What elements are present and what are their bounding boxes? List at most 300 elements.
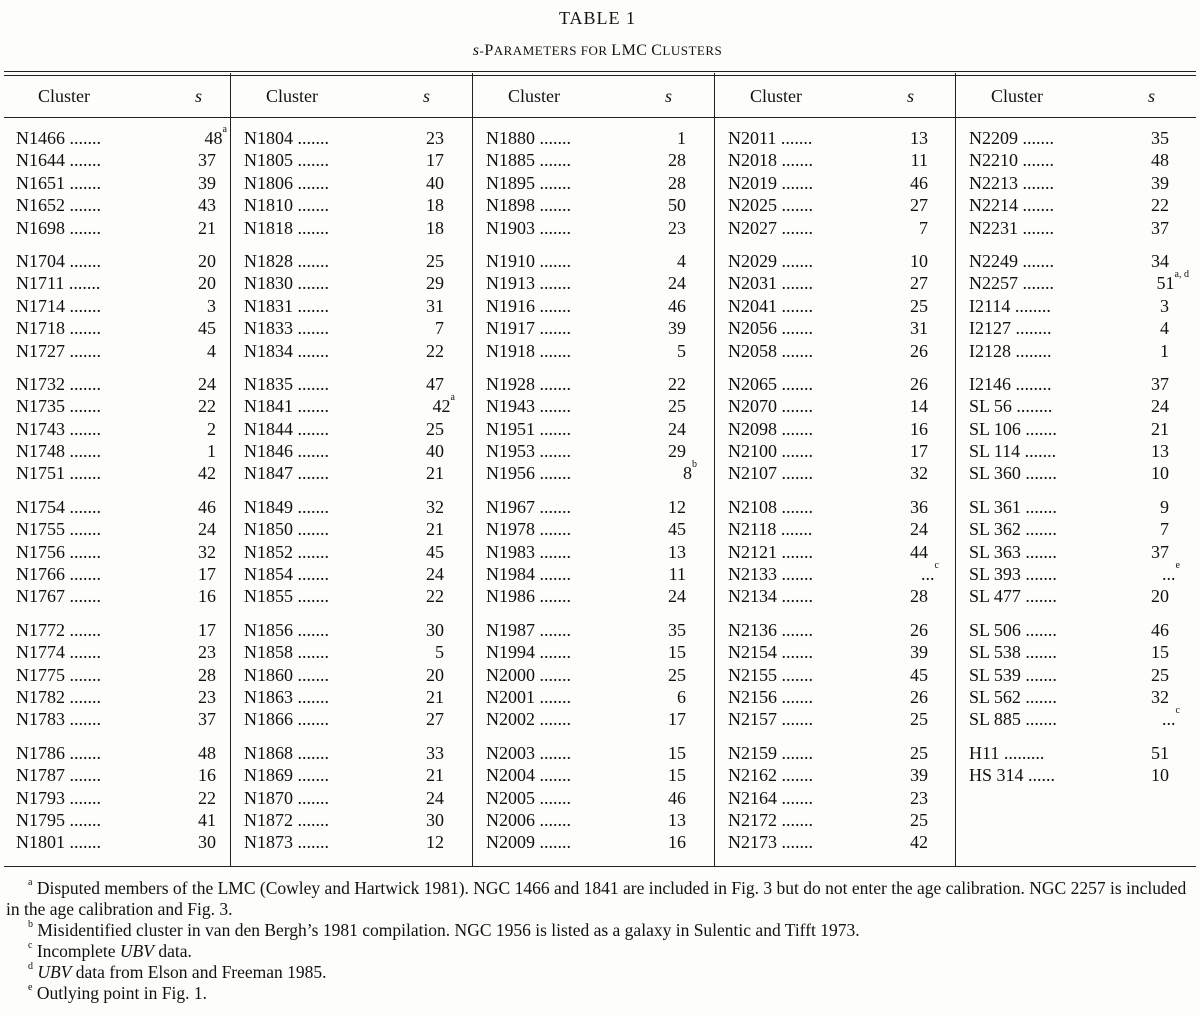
cluster-name: N1847 ....... (244, 463, 329, 484)
table-row (232, 541, 468, 563)
cluster-name: N1754 ....... (16, 496, 101, 517)
s-value: 51 (1151, 742, 1169, 763)
s-value: 24 (668, 273, 686, 294)
column-header (957, 78, 1193, 116)
s-value: 48 (198, 742, 216, 763)
s-value: 22 (198, 787, 216, 808)
table-row (4, 418, 240, 440)
table-row (232, 272, 468, 294)
cluster-name: N2000 ....... (486, 664, 571, 685)
table-row (4, 641, 240, 663)
cluster-name: N2231 ....... (969, 217, 1054, 238)
cluster-name: N2213 ....... (969, 172, 1054, 193)
cluster-name: N2159 ....... (728, 742, 813, 763)
s-value: 7 (435, 318, 444, 339)
table-row (957, 395, 1193, 417)
cluster-name: SL 477 ....... (969, 586, 1057, 607)
s-value: 24 (668, 586, 686, 607)
s-value: 39 (1151, 172, 1169, 193)
s-value: 46 (668, 295, 686, 316)
s-value: 29 (426, 273, 444, 294)
s-value: 7 (1160, 519, 1169, 540)
table-row (4, 124, 240, 149)
table-row (716, 418, 952, 440)
footnote-a (6, 878, 1196, 920)
table-row (474, 440, 710, 462)
s-value: 18 (426, 217, 444, 238)
table-row (4, 217, 240, 239)
column-header (474, 78, 710, 116)
cluster-name: SL 539 ....... (969, 664, 1057, 685)
row-group (716, 250, 952, 362)
cluster-name: N1644 ....... (16, 150, 101, 171)
table-row (232, 708, 468, 730)
table-row (716, 787, 952, 809)
row-group (716, 742, 952, 854)
table-row (474, 250, 710, 272)
s-value: 24 (668, 418, 686, 439)
table-row (232, 194, 468, 216)
cluster-name: N1854 ....... (244, 564, 329, 585)
cluster-name: N1895 ....... (486, 172, 571, 193)
s-value: 25 (910, 809, 928, 830)
s-value: ...$^e$ (1162, 560, 1180, 585)
table-row (4, 787, 240, 809)
s-value: 22 (1151, 195, 1169, 216)
table-row (957, 764, 1193, 786)
table-row (474, 518, 710, 540)
cluster-name: N1943 ....... (486, 396, 571, 417)
s-value: 50 (668, 195, 686, 216)
column-divider (955, 73, 956, 866)
cluster-name: N1852 ....... (244, 541, 329, 562)
table-row (474, 686, 710, 708)
cluster-name: N1898 ....... (486, 195, 571, 216)
table-row (474, 172, 710, 194)
s-value: 17 (668, 709, 686, 730)
cluster-name: N1951 ....... (486, 418, 571, 439)
cluster-name: SL 361 ....... (969, 496, 1057, 517)
table-row (716, 496, 952, 518)
table-row (474, 708, 710, 730)
cluster-name: N1835 ....... (244, 373, 329, 394)
s-value: 25 (668, 396, 686, 417)
s-value: 3 (207, 295, 216, 316)
footnote-text: data. (153, 941, 192, 961)
s-value: 25 (910, 295, 928, 316)
header-s: s (194, 86, 202, 106)
cluster-name: N1855 ....... (244, 586, 329, 607)
table-column (716, 78, 952, 853)
row-group (4, 124, 240, 239)
footnote-mark: a (222, 124, 227, 135)
table-row (232, 172, 468, 194)
table-row (4, 518, 240, 540)
table-row (232, 392, 468, 417)
cluster-name: I2114 ........ (969, 295, 1051, 316)
s-value: 24 (198, 373, 216, 394)
cluster-name: N1830 ....... (244, 273, 329, 294)
table-row (474, 563, 710, 585)
s-value: 21 (426, 765, 444, 786)
s-value: 26 (910, 340, 928, 361)
table-row (232, 641, 468, 663)
cluster-name: N1994 ....... (486, 642, 571, 663)
s-value: 10 (910, 250, 928, 271)
row-group (474, 127, 710, 239)
cluster-name: N1916 ....... (486, 295, 571, 316)
cluster-name: N2172 ....... (728, 809, 813, 830)
s-value: 18 (426, 195, 444, 216)
table-row (4, 440, 240, 462)
cluster-name: N1466 ....... (16, 128, 101, 148)
row-group (957, 250, 1193, 362)
footnote-mark: b (692, 459, 697, 471)
s-value: 46 (910, 172, 928, 193)
bottom-rule (4, 866, 1196, 867)
cluster-name: N1786 ....... (16, 742, 101, 763)
s-value: 24 (426, 564, 444, 585)
table-row (716, 172, 952, 194)
cluster-name: SL 393 ....... (969, 564, 1057, 585)
s-value: 34 (1151, 250, 1169, 271)
row-group (957, 127, 1193, 239)
s-value: 23 (910, 787, 928, 808)
s-value: 37 (1151, 217, 1169, 238)
s-value: 15 (668, 765, 686, 786)
cluster-name: SL 114 ....... (969, 441, 1057, 462)
s-value: 27 (910, 195, 928, 216)
table-row (957, 250, 1193, 272)
table-row (957, 742, 1193, 764)
table-row (957, 149, 1193, 171)
row-group (957, 496, 1193, 608)
footnote-mark: e (28, 982, 33, 993)
table-row (716, 664, 952, 686)
cluster-name: N2006 ....... (486, 809, 571, 830)
table-row (232, 518, 468, 540)
row-group (232, 127, 468, 239)
s-value: 30 (198, 832, 216, 853)
footnote-b (6, 920, 1196, 941)
table-row (716, 541, 952, 563)
table-row (232, 563, 468, 585)
table-row (957, 295, 1193, 317)
table-row (716, 708, 952, 730)
cluster-name: N1868 ....... (244, 742, 329, 763)
s-value: 17 (910, 441, 928, 462)
cluster-name: N2162 ....... (728, 765, 813, 786)
table-row (232, 585, 468, 607)
column-header (232, 78, 468, 116)
table-row (474, 541, 710, 563)
s-value: 43 (198, 195, 216, 216)
s-value: 16 (198, 765, 216, 786)
table-row (232, 764, 468, 786)
table-row (4, 462, 240, 484)
s-value: 29 (668, 441, 686, 462)
cluster-name: N2121 ....... (728, 541, 813, 562)
cluster-name: N2156 ....... (728, 686, 813, 707)
footnote-mark: a, d (1174, 269, 1189, 281)
s-value: 23 (198, 642, 216, 663)
row-group (957, 619, 1193, 731)
table-row (474, 764, 710, 786)
table-row (957, 217, 1193, 239)
row-group (4, 250, 240, 362)
header-cluster: Cluster (991, 86, 1043, 106)
s-value: 30 (426, 619, 444, 640)
s-value: 28 (198, 664, 216, 685)
row-group (474, 619, 710, 731)
table-row (4, 764, 240, 786)
s-value: 30 (426, 809, 444, 830)
row-group (4, 496, 240, 608)
row-group (474, 250, 710, 362)
table-row (957, 462, 1193, 484)
s-value: 27 (910, 273, 928, 294)
table-row (716, 373, 952, 395)
cluster-name: N2098 ....... (728, 418, 813, 439)
s-value: 41 (198, 809, 216, 830)
table-row (957, 373, 1193, 395)
cluster-name: N1913 ....... (486, 273, 571, 294)
header-cluster: Cluster (750, 86, 802, 106)
s-value: 21 (198, 217, 216, 238)
footnote-c (6, 941, 1196, 962)
footnote-mark: c (1175, 705, 1180, 717)
table-row (232, 686, 468, 708)
row-group (957, 742, 1193, 787)
header-s: s (422, 86, 430, 106)
cluster-name: N2005 ....... (486, 787, 571, 808)
table-row (716, 194, 952, 216)
table-row (232, 619, 468, 641)
s-value: 32 (426, 496, 444, 517)
table-row (716, 295, 952, 317)
table-row (716, 462, 952, 484)
cluster-name: N2173 ....... (728, 832, 813, 853)
table-row (716, 764, 952, 786)
footnote-e (6, 983, 1196, 1004)
row-group (474, 742, 710, 854)
table-row (4, 585, 240, 607)
cluster-name: N2133 ....... (728, 564, 813, 585)
table-title: TABLE 1 (558, 8, 637, 28)
row-group (4, 619, 240, 731)
s-value: 23 (198, 686, 216, 707)
s-value: 27 (426, 709, 444, 730)
s-value: 1 (207, 441, 216, 462)
cluster-name: N1732 ....... (16, 373, 101, 394)
s-value: 32 (1151, 686, 1169, 707)
table-row (232, 787, 468, 809)
table-row (4, 250, 240, 272)
s-value: 37 (1151, 373, 1169, 394)
cluster-name: N1774 ....... (16, 642, 101, 663)
cluster-name: N1872 ....... (244, 809, 329, 830)
cluster-name: N1844 ....... (244, 418, 329, 439)
header-cluster: Cluster (508, 86, 560, 106)
table-row (474, 272, 710, 294)
top-rule-1 (4, 71, 1196, 72)
table-row (232, 317, 468, 339)
s-value: 35 (668, 619, 686, 640)
s-value: 46 (668, 787, 686, 808)
table-row (474, 809, 710, 831)
table-row (232, 418, 468, 440)
cluster-name: N1775 ....... (16, 664, 101, 685)
footnote-d (6, 962, 1196, 983)
cluster-name: N1860 ....... (244, 664, 329, 685)
s-value: 4 (1160, 318, 1169, 339)
s-value: ...$^c$ (1162, 705, 1180, 730)
s-value: 25 (910, 742, 928, 763)
table-row (232, 127, 468, 149)
cluster-name: N2002 ....... (486, 709, 571, 730)
s-value: 9 (1160, 496, 1169, 517)
s-value: 1 (677, 128, 686, 148)
table-row (474, 459, 710, 484)
cluster-name: N2025 ....... (728, 195, 813, 216)
row-group (232, 496, 468, 608)
table-subtitle (0, 42, 1195, 60)
cluster-name: N1984 ....... (486, 564, 571, 585)
s-value: 28 (668, 150, 686, 171)
cluster-name: N2118 ....... (728, 519, 813, 540)
cluster-name: N1743 ....... (16, 418, 101, 439)
table-row (4, 708, 240, 730)
s-value: 6 (677, 686, 686, 707)
cluster-name: N1928 ....... (486, 373, 571, 394)
cluster-name: SL 106 ....... (969, 418, 1057, 439)
cluster-name: N1767 ....... (16, 586, 101, 607)
cluster-name: N2065 ....... (728, 373, 813, 394)
table-row (716, 686, 952, 708)
s-value: 12 (426, 832, 444, 853)
s-value: 5 (677, 340, 686, 361)
table-row (474, 194, 710, 216)
s-value: 32 (910, 463, 928, 484)
cluster-name: N2154 ....... (728, 642, 813, 663)
cluster-name: N1856 ....... (244, 619, 329, 640)
table-row (716, 619, 952, 641)
cluster-name: N1651 ....... (16, 172, 101, 193)
table-row (957, 619, 1193, 641)
cluster-name: N2070 ....... (728, 396, 813, 417)
table-column (232, 78, 468, 853)
cluster-name: N2210 ....... (969, 150, 1054, 171)
cluster-name: N1755 ....... (16, 519, 101, 540)
column-header (716, 78, 952, 116)
table-row (716, 809, 952, 831)
cluster-name: N1831 ....... (244, 295, 329, 316)
cluster-name: N1967 ....... (486, 496, 571, 517)
footnote-text: Misidentified cluster in van den Bergh’s 1981 compilation. NGC 1956 is listed as a galaxy in Sulentic and Tifft 1973. (37, 920, 860, 940)
cluster-name: N1987 ....... (486, 619, 571, 640)
cluster-name: I2128 ........ (969, 340, 1052, 361)
cluster-name: N2027 ....... (728, 217, 813, 238)
cluster-name: N2011 ....... (728, 128, 813, 148)
cluster-name: N1727 ....... (16, 340, 101, 361)
cluster-name: N1714 ....... (16, 295, 101, 316)
table-row (232, 340, 468, 362)
cluster-name: N1910 ....... (486, 250, 571, 271)
cluster-name: N1833 ....... (244, 318, 329, 339)
cluster-name: SL 885 ....... (969, 709, 1057, 730)
cluster-name: N2009 ....... (486, 832, 571, 853)
table-row (474, 742, 710, 764)
table-row (716, 560, 952, 585)
table-row (957, 705, 1193, 730)
subtitle-s: s (472, 42, 480, 59)
cluster-name: SL 506 ....... (969, 619, 1057, 640)
cluster-name: N1795 ....... (16, 809, 101, 830)
cluster-name: N1748 ....... (16, 441, 101, 462)
s-value: 21 (426, 686, 444, 707)
cluster-name: N1903 ....... (486, 217, 571, 238)
s-value: 10 (1151, 463, 1169, 484)
s-value: 25 (668, 664, 686, 685)
cluster-name: N1849 ....... (244, 496, 329, 517)
header-cluster: Cluster (38, 86, 90, 106)
cluster-name: N1986 ....... (486, 586, 571, 607)
s-value: 25 (426, 418, 444, 439)
table-row (957, 664, 1193, 686)
s-value: 20 (426, 664, 444, 685)
footnote-text: Outlying point in Fig. 1. (36, 983, 207, 1003)
cluster-name: N1735 ....... (16, 396, 101, 417)
table-row (4, 742, 240, 764)
cluster-name: N1766 ....... (16, 564, 101, 585)
s-value: 8$^b$ (683, 459, 697, 484)
table-row (4, 496, 240, 518)
table-row (4, 619, 240, 641)
footnote-mark: a (28, 877, 33, 888)
table-row (4, 295, 240, 317)
s-value: 42 (198, 463, 216, 484)
table-row (4, 373, 240, 395)
s-value: 46 (1151, 619, 1169, 640)
row-group (474, 496, 710, 608)
s-value: 10 (1151, 765, 1169, 786)
table-row (232, 496, 468, 518)
s-value: 12 (668, 496, 686, 517)
cluster-name: N1917 ....... (486, 318, 571, 339)
s-value: 17 (426, 150, 444, 171)
table-row (716, 272, 952, 294)
cluster-name: N2257 ....... (969, 273, 1054, 294)
s-value: 37 (1151, 541, 1169, 562)
s-value: 20 (198, 250, 216, 271)
s-value: 28 (910, 586, 928, 607)
table-row (4, 172, 240, 194)
table-row (232, 809, 468, 831)
s-value: 32 (198, 541, 216, 562)
table-row (474, 641, 710, 663)
table-row (957, 641, 1193, 663)
s-value: 25 (426, 250, 444, 271)
table-row (716, 831, 952, 853)
table-row (4, 395, 240, 417)
table-row (474, 619, 710, 641)
s-value: 24 (1151, 396, 1169, 417)
cluster-name: N2164 ....... (728, 787, 813, 808)
column-divider (714, 73, 715, 866)
s-value: 24 (426, 787, 444, 808)
table-row (232, 664, 468, 686)
cluster-name: N1866 ....... (244, 709, 329, 730)
